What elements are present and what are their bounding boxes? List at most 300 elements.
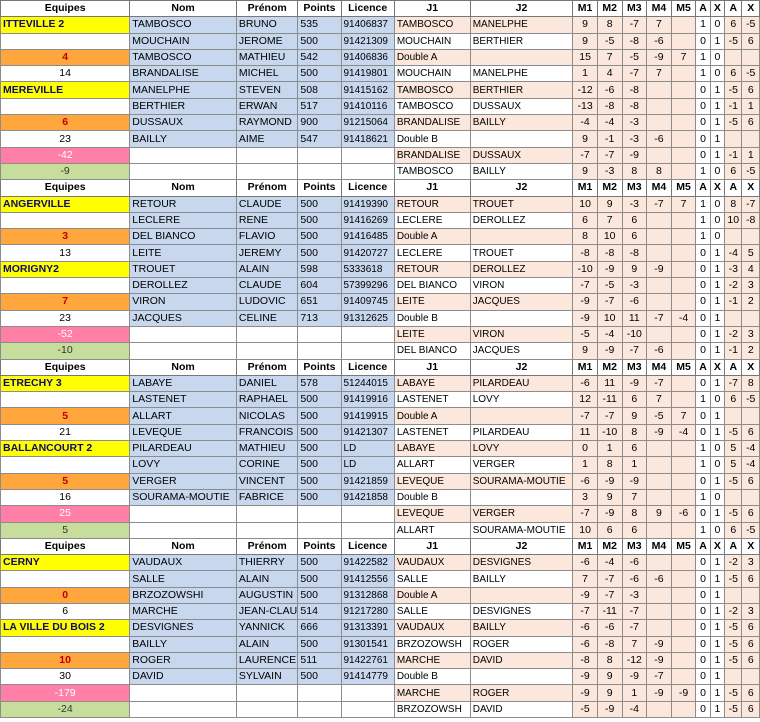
match-j1-cell[interactable]: LECLERE [394,245,470,261]
player-licence-cell[interactable]: 91406837 [341,17,394,33]
match-j1-cell[interactable]: BRANDALISE [394,115,470,131]
result-cell[interactable]: 6 [742,424,760,440]
player-licence-cell[interactable]: 91421858 [341,489,394,505]
set-score-cell[interactable]: 6 [622,212,647,228]
set-score-cell[interactable]: 1 [622,685,647,701]
player-prenom-cell[interactable]: CLAUDE [236,278,298,294]
result-cell[interactable]: -5 [742,17,760,33]
result-cell[interactable]: 3 [742,555,760,571]
team-cell[interactable]: 10 [1,652,130,668]
set-score-cell[interactable]: -3 [622,278,647,294]
set-score-cell[interactable] [671,326,696,342]
set-score-cell[interactable] [671,131,696,147]
set-score-cell[interactable] [671,261,696,277]
result-cell[interactable]: 1 [710,408,724,424]
player-points-cell[interactable]: 500 [298,424,341,440]
result-cell[interactable]: 1 [696,66,710,82]
set-score-cell[interactable] [647,212,672,228]
result-cell[interactable]: 8 [725,196,742,212]
set-score-cell[interactable]: -3 [622,131,647,147]
set-score-cell[interactable]: -9 [622,147,647,163]
set-score-cell[interactable] [647,82,672,98]
match-j2-cell[interactable] [470,408,573,424]
match-j1-cell[interactable]: VAUDAUX [394,555,470,571]
player-nom-cell[interactable]: LEVEQUE [130,424,237,440]
player-licence-cell[interactable] [341,685,394,701]
result-cell[interactable]: 1 [710,424,724,440]
match-j1-cell[interactable]: Double B [394,131,470,147]
set-score-cell[interactable]: 9 [597,685,622,701]
set-score-cell[interactable] [671,163,696,179]
result-cell[interactable]: 3 [742,603,760,619]
player-licence-cell[interactable]: 57399296 [341,278,394,294]
set-score-cell[interactable]: -5 [597,278,622,294]
set-score-cell[interactable] [647,522,672,538]
player-points-cell[interactable]: 604 [298,278,341,294]
result-cell[interactable] [742,408,760,424]
player-prenom-cell[interactable] [236,506,298,522]
match-j1-cell[interactable]: Double A [394,49,470,65]
player-licence-cell[interactable]: 51244015 [341,375,394,391]
team-cell[interactable] [1,33,130,49]
set-score-cell[interactable] [671,701,696,717]
match-j2-cell[interactable]: DESVIGNES [470,555,573,571]
player-prenom-cell[interactable]: FLAVIO [236,229,298,245]
result-cell[interactable]: -5 [725,473,742,489]
match-j1-cell[interactable]: DEL BIANCO [394,343,470,359]
set-score-cell[interactable]: -9 [622,473,647,489]
result-cell[interactable]: -5 [725,424,742,440]
set-score-cell[interactable]: -9 [597,506,622,522]
player-points-cell[interactable]: 514 [298,603,341,619]
team-cell[interactable]: 23 [1,310,130,326]
set-score-cell[interactable]: 8 [622,424,647,440]
match-j2-cell[interactable]: SOURAMA-MOUTIE [470,473,573,489]
match-j1-cell[interactable]: DEL BIANCO [394,278,470,294]
player-prenom-cell[interactable] [236,163,298,179]
set-score-cell[interactable]: -7 [647,669,672,685]
player-prenom-cell[interactable]: AUGUSTIN [236,587,298,603]
result-cell[interactable]: -3 [725,261,742,277]
player-prenom-cell[interactable]: JEROME [236,33,298,49]
result-cell[interactable]: 1 [710,375,724,391]
result-cell[interactable]: 1 [710,98,724,114]
result-cell[interactable]: 0 [710,196,724,212]
set-score-cell[interactable]: -13 [573,98,598,114]
result-cell[interactable]: 0 [710,17,724,33]
match-j1-cell[interactable]: TAMBOSCO [394,163,470,179]
player-points-cell[interactable]: 517 [298,98,341,114]
player-licence-cell[interactable]: 91409745 [341,294,394,310]
set-score-cell[interactable]: -3 [622,115,647,131]
set-score-cell[interactable]: 6 [622,441,647,457]
player-nom-cell[interactable]: VERGER [130,473,237,489]
team-cell[interactable]: 23 [1,131,130,147]
result-cell[interactable]: 1 [710,326,724,342]
player-licence-cell[interactable]: 91422761 [341,652,394,668]
match-j1-cell[interactable]: BRANDALISE [394,147,470,163]
player-nom-cell[interactable]: LOVY [130,457,237,473]
result-cell[interactable]: 1 [710,245,724,261]
set-score-cell[interactable]: 8 [573,229,598,245]
match-j2-cell[interactable]: DEROLLEZ [470,261,573,277]
player-prenom-cell[interactable] [236,685,298,701]
set-score-cell[interactable] [671,587,696,603]
set-score-cell[interactable]: 9 [573,131,598,147]
player-licence-cell[interactable]: 91421859 [341,473,394,489]
set-score-cell[interactable] [671,294,696,310]
set-score-cell[interactable]: 10 [597,310,622,326]
set-score-cell[interactable] [671,82,696,98]
player-prenom-cell[interactable]: DANIEL [236,375,298,391]
result-cell[interactable]: -7 [742,196,760,212]
result-cell[interactable]: 0 [696,343,710,359]
result-cell[interactable]: 1 [710,115,724,131]
set-score-cell[interactable] [647,701,672,717]
team-cell[interactable]: 16 [1,489,130,505]
result-cell[interactable]: -5 [725,620,742,636]
set-score-cell[interactable]: -6 [597,620,622,636]
player-prenom-cell[interactable] [236,701,298,717]
set-score-cell[interactable]: -7 [647,196,672,212]
set-score-cell[interactable] [647,489,672,505]
set-score-cell[interactable] [671,343,696,359]
result-cell[interactable]: 0 [696,506,710,522]
player-licence-cell[interactable]: 91406836 [341,49,394,65]
team-cell[interactable]: 30 [1,669,130,685]
set-score-cell[interactable]: 7 [647,392,672,408]
player-prenom-cell[interactable]: AIME [236,131,298,147]
player-nom-cell[interactable]: DAVID [130,669,237,685]
result-cell[interactable]: 0 [696,82,710,98]
match-j1-cell[interactable]: TAMBOSCO [394,82,470,98]
result-cell[interactable]: 6 [725,392,742,408]
result-cell[interactable]: 6 [742,685,760,701]
result-cell[interactable] [742,587,760,603]
result-cell[interactable] [725,310,742,326]
result-cell[interactable]: 1 [696,522,710,538]
match-j2-cell[interactable]: ROGER [470,685,573,701]
player-licence-cell[interactable]: 91419916 [341,392,394,408]
team-cell[interactable]: 13 [1,245,130,261]
set-score-cell[interactable]: -7 [573,603,598,619]
result-cell[interactable]: 0 [696,131,710,147]
set-score-cell[interactable]: -12 [622,652,647,668]
player-points-cell[interactable]: 511 [298,652,341,668]
result-cell[interactable]: 0 [696,408,710,424]
set-score-cell[interactable]: 6 [622,229,647,245]
set-score-cell[interactable]: 6 [622,392,647,408]
set-score-cell[interactable]: -9 [597,473,622,489]
result-cell[interactable]: 1 [710,473,724,489]
set-score-cell[interactable]: -9 [573,685,598,701]
player-prenom-cell[interactable] [236,147,298,163]
result-cell[interactable]: -5 [725,506,742,522]
result-cell[interactable]: -4 [742,457,760,473]
set-score-cell[interactable]: 9 [573,343,598,359]
player-licence-cell[interactable] [341,701,394,717]
player-licence-cell[interactable] [341,506,394,522]
result-cell[interactable]: 6 [742,33,760,49]
team-cell[interactable]: -24 [1,701,130,717]
match-j2-cell[interactable]: VIRON [470,278,573,294]
result-cell[interactable]: 1 [696,163,710,179]
set-score-cell[interactable] [671,98,696,114]
match-j2-cell[interactable]: BAILLY [470,571,573,587]
result-cell[interactable] [742,229,760,245]
match-j2-cell[interactable]: PILARDEAU [470,375,573,391]
set-score-cell[interactable]: 3 [573,489,598,505]
player-prenom-cell[interactable]: FABRICE [236,489,298,505]
set-score-cell[interactable]: -9 [622,669,647,685]
team-cell[interactable]: -52 [1,326,130,342]
player-prenom-cell[interactable]: RAPHAEL [236,392,298,408]
result-cell[interactable]: 6 [742,571,760,587]
set-score-cell[interactable]: -9 [647,685,672,701]
player-prenom-cell[interactable]: RAYMOND [236,115,298,131]
match-j2-cell[interactable]: VERGER [470,506,573,522]
result-cell[interactable]: 0 [696,245,710,261]
set-score-cell[interactable] [671,457,696,473]
set-score-cell[interactable] [647,603,672,619]
result-cell[interactable]: -1 [725,343,742,359]
result-cell[interactable]: 2 [742,294,760,310]
result-cell[interactable]: 1 [710,636,724,652]
set-score-cell[interactable]: 7 [573,571,598,587]
player-licence-cell[interactable] [341,147,394,163]
set-score-cell[interactable] [671,441,696,457]
match-j1-cell[interactable]: LASTENET [394,424,470,440]
set-score-cell[interactable]: -3 [622,587,647,603]
match-j1-cell[interactable]: Double B [394,310,470,326]
set-score-cell[interactable] [671,66,696,82]
set-score-cell[interactable]: -3 [597,163,622,179]
result-cell[interactable]: 0 [696,603,710,619]
match-j2-cell[interactable]: MANELPHE [470,66,573,82]
set-score-cell[interactable] [671,473,696,489]
result-cell[interactable]: 0 [710,489,724,505]
set-score-cell[interactable]: -4 [597,115,622,131]
player-nom-cell[interactable]: BAILLY [130,131,237,147]
player-prenom-cell[interactable]: ALAIN [236,636,298,652]
player-nom-cell[interactable] [130,147,237,163]
player-nom-cell[interactable]: BRANDALISE [130,66,237,82]
player-prenom-cell[interactable]: MICHEL [236,66,298,82]
set-score-cell[interactable]: -11 [597,603,622,619]
match-j2-cell[interactable]: TROUET [470,245,573,261]
result-cell[interactable]: 0 [696,310,710,326]
result-cell[interactable]: 1 [742,147,760,163]
match-j2-cell[interactable]: DAVID [470,701,573,717]
set-score-cell[interactable]: -9 [622,375,647,391]
set-score-cell[interactable] [647,115,672,131]
set-score-cell[interactable]: -9 [573,294,598,310]
player-nom-cell[interactable]: MARCHE [130,603,237,619]
team-cell[interactable]: 3 [1,229,130,245]
team-cell[interactable]: 14 [1,66,130,82]
result-cell[interactable] [742,669,760,685]
player-points-cell[interactable]: 500 [298,669,341,685]
set-score-cell[interactable]: -9 [597,701,622,717]
player-points-cell[interactable]: 500 [298,392,341,408]
match-j2-cell[interactable]: BAILLY [470,115,573,131]
set-score-cell[interactable]: -6 [573,473,598,489]
set-score-cell[interactable] [647,441,672,457]
result-cell[interactable]: 0 [696,115,710,131]
player-points-cell[interactable]: 542 [298,49,341,65]
set-score-cell[interactable]: 9 [573,163,598,179]
match-j1-cell[interactable]: LEITE [394,294,470,310]
set-score-cell[interactable]: -6 [573,555,598,571]
player-prenom-cell[interactable]: CELINE [236,310,298,326]
player-nom-cell[interactable]: TROUET [130,261,237,277]
player-nom-cell[interactable]: ALLART [130,408,237,424]
set-score-cell[interactable]: -1 [597,131,622,147]
result-cell[interactable]: 1 [696,49,710,65]
set-score-cell[interactable]: -8 [622,98,647,114]
set-score-cell[interactable] [647,294,672,310]
match-j2-cell[interactable]: VIRON [470,326,573,342]
player-prenom-cell[interactable] [236,343,298,359]
player-nom-cell[interactable]: ROGER [130,652,237,668]
match-j2-cell[interactable]: MANELPHE [470,17,573,33]
player-licence-cell[interactable]: 5333618 [341,261,394,277]
player-nom-cell[interactable]: VIRON [130,294,237,310]
set-score-cell[interactable]: 8 [622,163,647,179]
player-points-cell[interactable] [298,343,341,359]
set-score-cell[interactable]: -3 [622,196,647,212]
player-licence-cell[interactable]: 91416485 [341,229,394,245]
set-score-cell[interactable]: -8 [597,636,622,652]
result-cell[interactable]: 0 [696,424,710,440]
result-cell[interactable]: -5 [725,685,742,701]
set-score-cell[interactable]: 4 [597,66,622,82]
team-cell[interactable]: ANGERVILLE [1,196,130,212]
set-score-cell[interactable] [647,98,672,114]
team-cell[interactable]: -10 [1,343,130,359]
match-j1-cell[interactable]: MOUCHAIN [394,33,470,49]
player-nom-cell[interactable] [130,685,237,701]
result-cell[interactable]: -2 [725,326,742,342]
set-score-cell[interactable]: -8 [622,245,647,261]
team-cell[interactable]: CERNY [1,555,130,571]
result-cell[interactable]: 5 [725,441,742,457]
player-points-cell[interactable]: 500 [298,555,341,571]
set-score-cell[interactable]: -6 [622,555,647,571]
player-points-cell[interactable]: 500 [298,636,341,652]
result-cell[interactable]: 0 [696,636,710,652]
set-score-cell[interactable]: 7 [671,49,696,65]
result-cell[interactable]: 1 [696,441,710,457]
result-cell[interactable]: 1 [742,98,760,114]
player-prenom-cell[interactable]: BRUNO [236,17,298,33]
match-j1-cell[interactable]: RETOUR [394,261,470,277]
set-score-cell[interactable]: -7 [573,278,598,294]
match-j1-cell[interactable]: LEVEQUE [394,473,470,489]
set-score-cell[interactable]: -10 [573,261,598,277]
set-score-cell[interactable]: -7 [622,620,647,636]
match-j1-cell[interactable]: MOUCHAIN [394,66,470,82]
set-score-cell[interactable]: -8 [622,82,647,98]
set-score-cell[interactable] [671,669,696,685]
match-j2-cell[interactable]: TROUET [470,196,573,212]
result-cell[interactable]: 0 [710,457,724,473]
player-points-cell[interactable] [298,522,341,538]
player-prenom-cell[interactable]: MATHIEU [236,49,298,65]
set-score-cell[interactable]: -5 [573,326,598,342]
player-nom-cell[interactable] [130,506,237,522]
set-score-cell[interactable]: -7 [622,343,647,359]
player-licence-cell[interactable] [341,326,394,342]
player-nom-cell[interactable]: PILARDEAU [130,441,237,457]
set-score-cell[interactable]: -9 [597,261,622,277]
player-points-cell[interactable]: 713 [298,310,341,326]
set-score-cell[interactable]: -7 [647,310,672,326]
result-cell[interactable]: 0 [710,441,724,457]
result-cell[interactable]: 1 [710,82,724,98]
player-points-cell[interactable]: 500 [298,441,341,457]
player-nom-cell[interactable] [130,701,237,717]
result-cell[interactable]: -5 [725,33,742,49]
set-score-cell[interactable] [671,571,696,587]
player-licence-cell[interactable]: 91415162 [341,82,394,98]
result-cell[interactable]: 1 [696,17,710,33]
set-score-cell[interactable]: -8 [573,652,598,668]
set-score-cell[interactable]: 0 [573,441,598,457]
player-points-cell[interactable]: 500 [298,33,341,49]
team-cell[interactable] [1,278,130,294]
result-cell[interactable]: 0 [696,278,710,294]
set-score-cell[interactable]: -4 [597,326,622,342]
player-prenom-cell[interactable]: ALAIN [236,261,298,277]
result-cell[interactable]: 6 [742,636,760,652]
player-nom-cell[interactable] [130,343,237,359]
result-cell[interactable]: 1 [710,685,724,701]
player-points-cell[interactable]: 547 [298,131,341,147]
match-j1-cell[interactable]: LABAYE [394,441,470,457]
match-j2-cell[interactable] [470,489,573,505]
match-j1-cell[interactable]: Double A [394,229,470,245]
set-score-cell[interactable]: 15 [573,49,598,65]
player-points-cell[interactable] [298,163,341,179]
player-points-cell[interactable] [298,147,341,163]
player-nom-cell[interactable]: SALLE [130,571,237,587]
result-cell[interactable] [725,408,742,424]
result-cell[interactable]: 0 [696,555,710,571]
result-cell[interactable]: 0 [696,652,710,668]
player-prenom-cell[interactable]: RENE [236,212,298,228]
result-cell[interactable]: 0 [696,701,710,717]
set-score-cell[interactable]: 7 [671,408,696,424]
match-j2-cell[interactable]: SOURAMA-MOUTIE [470,522,573,538]
player-licence-cell[interactable]: 91414779 [341,669,394,685]
set-score-cell[interactable]: 1 [597,441,622,457]
match-j1-cell[interactable]: Double B [394,669,470,685]
team-cell[interactable] [1,392,130,408]
result-cell[interactable]: 1 [710,555,724,571]
set-score-cell[interactable] [647,555,672,571]
set-score-cell[interactable]: -9 [647,261,672,277]
result-cell[interactable]: 6 [742,701,760,717]
result-cell[interactable]: -5 [725,701,742,717]
set-score-cell[interactable]: 7 [622,489,647,505]
team-cell[interactable] [1,457,130,473]
set-score-cell[interactable]: 11 [622,310,647,326]
match-j2-cell[interactable]: DUSSAUX [470,98,573,114]
match-j1-cell[interactable]: VAUDAUX [394,620,470,636]
player-licence-cell[interactable]: 91410116 [341,98,394,114]
set-score-cell[interactable]: -7 [647,375,672,391]
